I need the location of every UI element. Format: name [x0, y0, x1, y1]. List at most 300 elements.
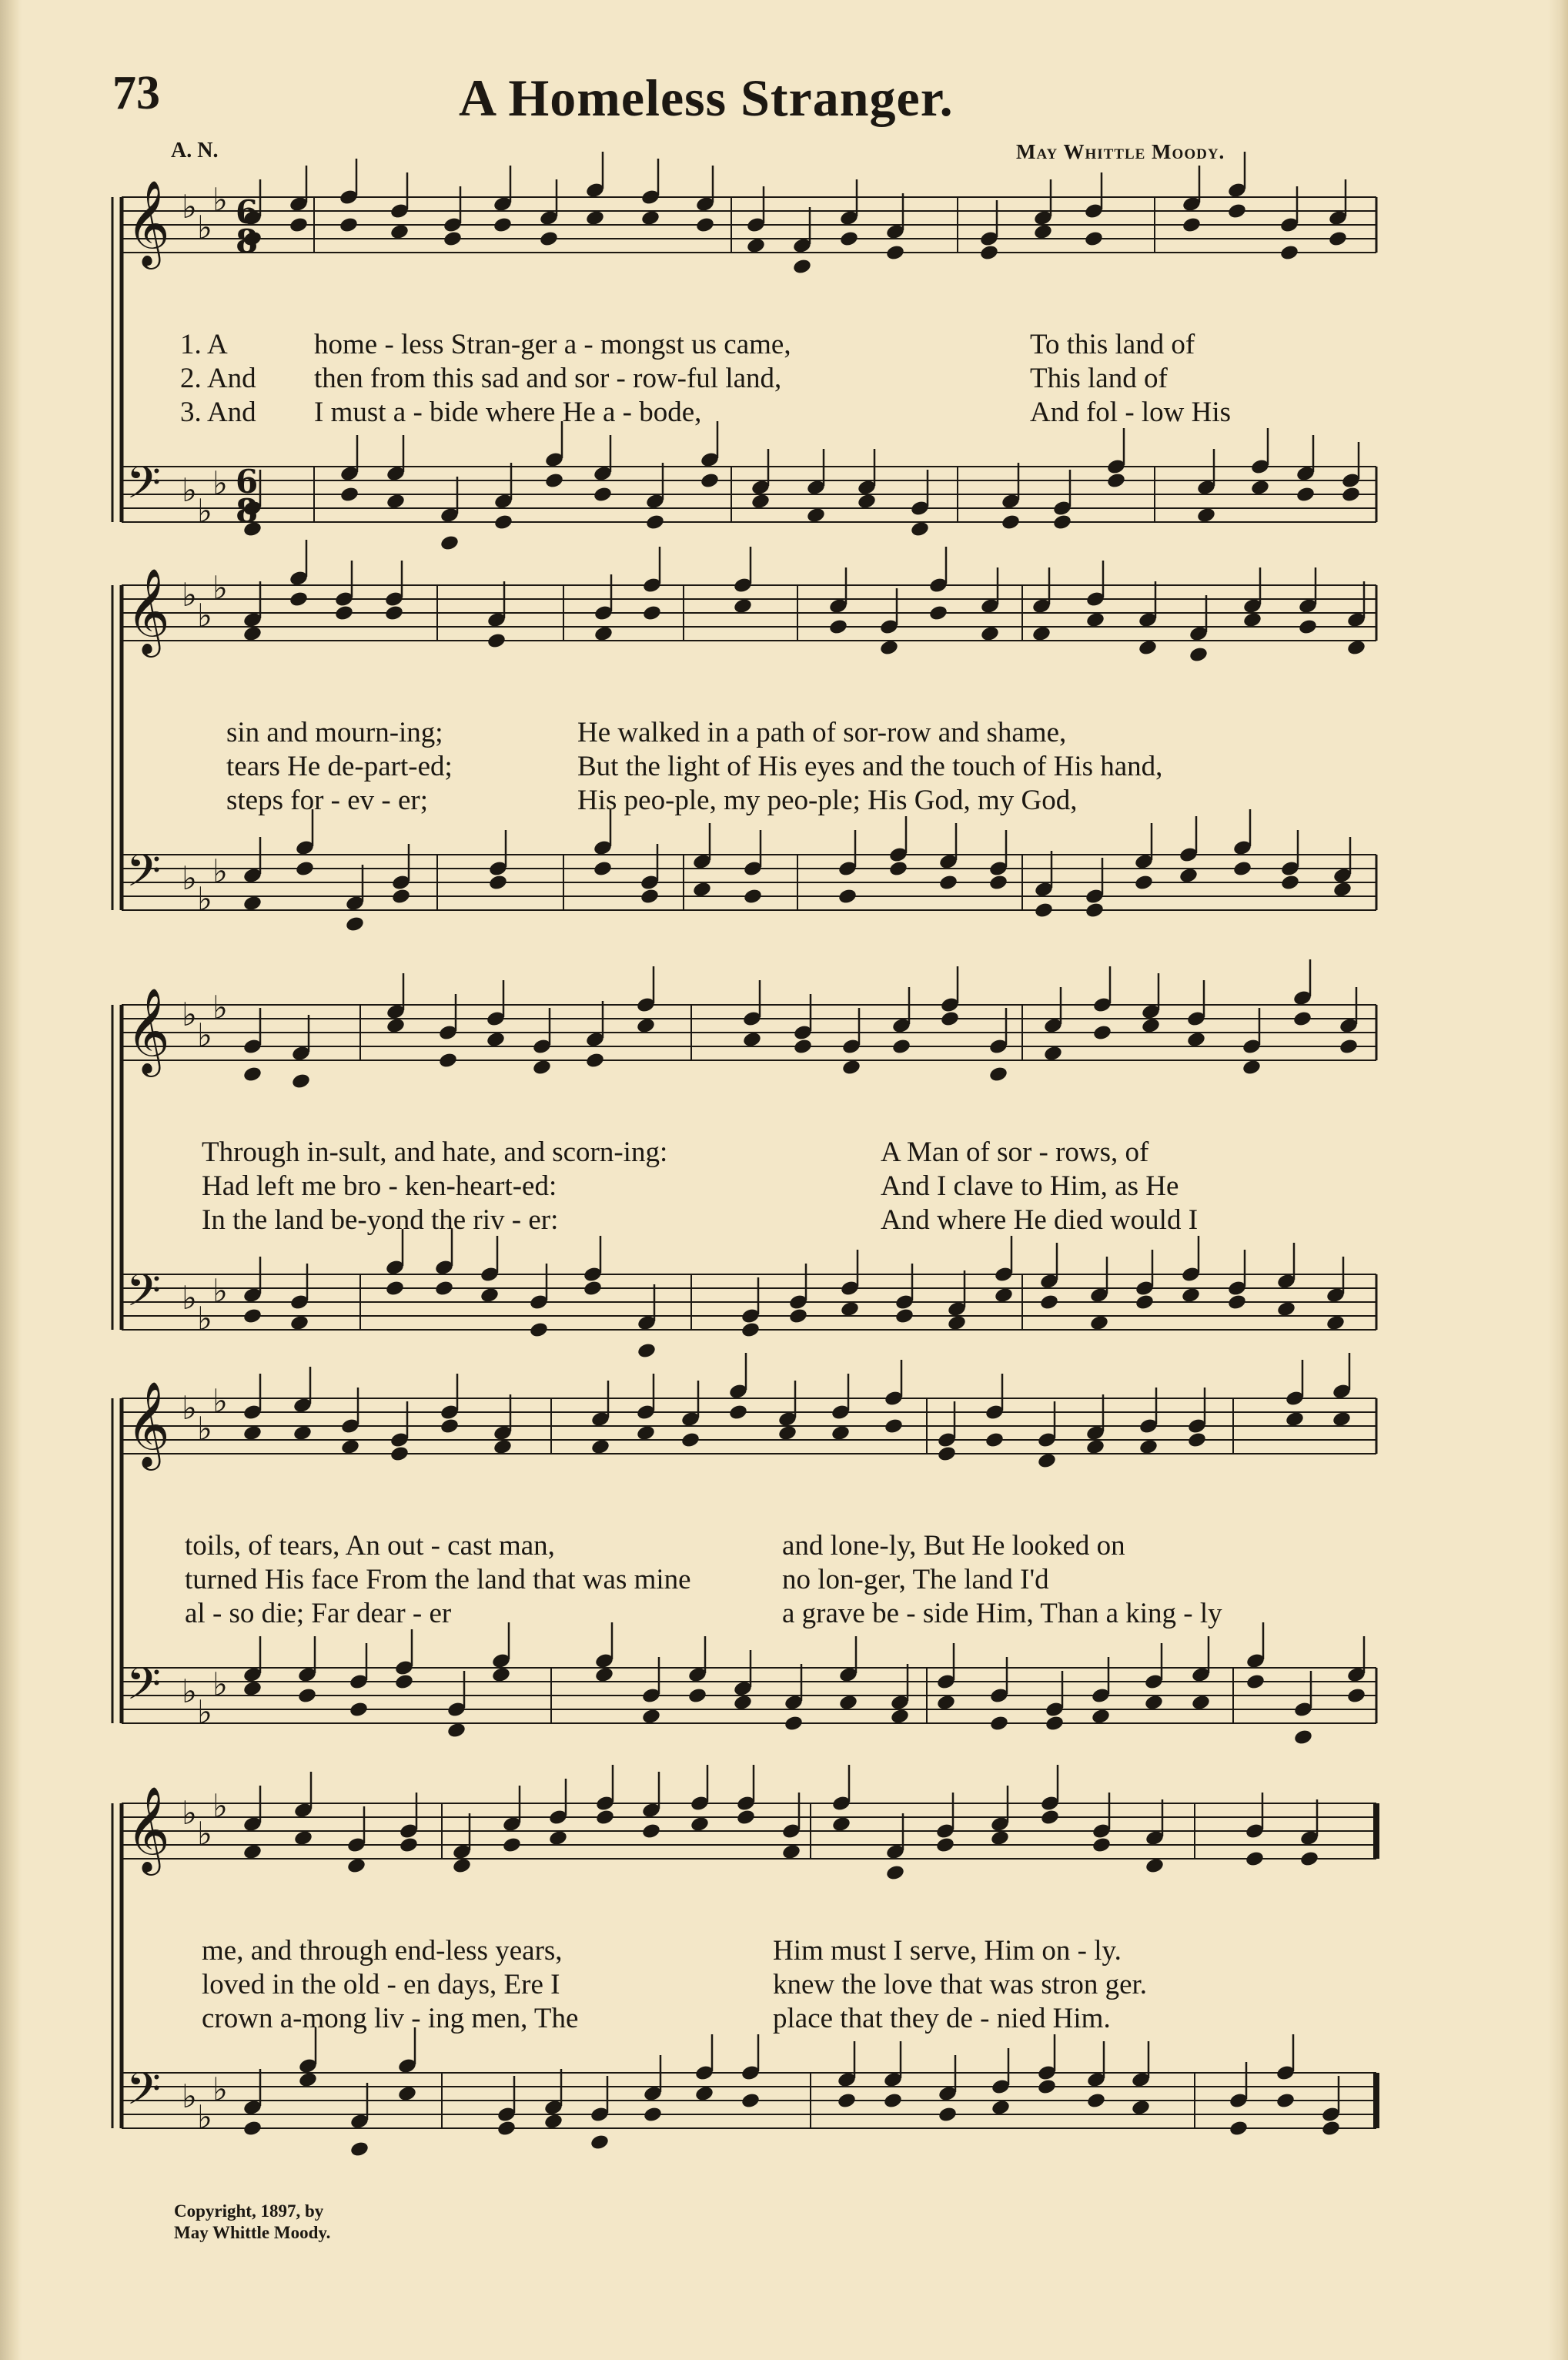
hymn-number: 73	[112, 67, 160, 119]
note-head	[937, 1445, 957, 1463]
lyric-line-5-1	[106, 1934, 1384, 1968]
note-head	[1033, 223, 1053, 241]
treble-clef-icon: 𝄞	[126, 179, 170, 266]
note-head	[979, 244, 999, 262]
bass-clef-icon: 𝄢	[126, 845, 162, 908]
note-head	[593, 486, 613, 504]
note-head	[885, 244, 905, 262]
flat-icon: ♭	[212, 1382, 228, 1420]
note-head	[242, 1843, 262, 1861]
note-head	[486, 1031, 506, 1049]
note-head	[486, 632, 507, 650]
note-head	[1052, 514, 1072, 531]
note-head	[1346, 1687, 1366, 1705]
note-head	[936, 1694, 956, 1712]
note-head	[910, 521, 930, 538]
note-head	[452, 1857, 472, 1875]
note-head	[1001, 514, 1021, 531]
note-head	[493, 514, 513, 531]
lyric-phrase: He walked in a path of sor-row and shame,	[577, 717, 1067, 748]
note-head	[985, 1431, 1005, 1449]
note-head	[1298, 618, 1318, 636]
time-signature-top: 6	[236, 193, 259, 231]
lyric-line-3-1	[106, 1136, 1384, 1170]
note-head	[640, 888, 660, 906]
note-head	[885, 1864, 905, 1882]
note-head	[399, 1836, 419, 1854]
note-head	[1293, 1729, 1313, 1746]
note-head	[1186, 1031, 1206, 1049]
note-head	[641, 1823, 661, 1840]
treble-staff	[122, 152, 1376, 275]
bass-staff	[122, 2027, 1376, 2157]
lyric-line-4-3	[106, 1597, 1384, 1631]
note-head	[585, 209, 605, 227]
lyric-line-2-1	[106, 716, 1384, 750]
note-head	[334, 604, 354, 622]
note-head	[488, 874, 508, 892]
lyric-phrase: 1. A	[180, 329, 228, 360]
lyric-phrase: crown a-mong liv - ing men, The	[202, 2003, 579, 2034]
note-head	[340, 1438, 360, 1456]
lyric-line-1-1	[106, 328, 1384, 362]
note-head	[642, 604, 662, 622]
lyric-line-2-2	[106, 750, 1384, 784]
music-system-5	[106, 1786, 1384, 2165]
note-head	[692, 881, 712, 899]
note-head	[694, 2085, 714, 2103]
note-head	[289, 216, 309, 234]
note-head	[837, 888, 858, 906]
note-head	[532, 1059, 552, 1076]
bass-staff	[122, 809, 1376, 932]
lyric-phrase: And where He died would I	[881, 1204, 1199, 1236]
note-head	[690, 1816, 710, 1833]
lyric-phrase: a grave be - side Him, Than a king - ly	[782, 1598, 1222, 1629]
music-system-2	[106, 567, 1384, 947]
bass-clef-icon: 𝄢	[126, 1264, 162, 1327]
treble-staff	[122, 959, 1376, 1090]
note-head	[1280, 874, 1300, 892]
note-head	[788, 1307, 808, 1325]
note-head	[741, 2092, 761, 2110]
note-head	[593, 860, 613, 878]
note-head	[491, 1666, 511, 1684]
note-head	[1085, 1438, 1105, 1456]
note-head	[1091, 1708, 1111, 1726]
lyric-line-3-2	[106, 1170, 1384, 1203]
note-head	[1131, 2099, 1151, 2117]
note-head	[1332, 1411, 1352, 1428]
lyric-phrase: steps for - ev - er;	[226, 785, 428, 816]
note-head	[1031, 625, 1051, 643]
flat-icon: ♭	[197, 1016, 212, 1054]
time-signature-bottom: 8	[236, 492, 259, 530]
flat-icon: ♭	[197, 597, 212, 634]
note-head	[544, 472, 564, 490]
flat-icon: ♭	[212, 464, 228, 502]
note-head	[839, 230, 859, 248]
flat-icon: ♭	[212, 989, 228, 1026]
lyric-phrase: To this land of	[1030, 329, 1195, 360]
note-head	[1245, 1850, 1265, 1868]
note-head	[438, 1052, 458, 1070]
note-head	[857, 493, 877, 510]
bass-clef-icon: 𝄢	[126, 2063, 162, 2126]
note-head	[928, 604, 948, 622]
treble-clef-icon: 𝄞	[126, 987, 170, 1073]
note-head	[1242, 1059, 1262, 1076]
composer-credit: May Whittle Moody.	[1016, 140, 1225, 163]
note-head	[831, 1424, 851, 1442]
note-head	[480, 1287, 500, 1304]
note-head	[1138, 1438, 1158, 1456]
note-head	[339, 486, 359, 504]
note-head	[940, 1010, 960, 1028]
note-head	[1332, 881, 1352, 899]
time-signature-bottom: 8	[236, 223, 259, 260]
note-head	[443, 230, 463, 248]
page-right-edge	[1548, 0, 1568, 2360]
note-head	[1299, 1850, 1319, 1868]
lyric-phrase: I must a - bide where He a - bode,	[314, 397, 702, 428]
note-head	[751, 493, 771, 510]
bass-staff	[122, 421, 1376, 551]
note-head	[389, 1445, 410, 1463]
note-head	[595, 1809, 615, 1826]
note-head	[695, 216, 715, 234]
note-head	[1326, 1314, 1346, 1332]
note-head	[991, 2099, 1011, 2117]
note-head	[1182, 216, 1202, 234]
author-initials: A. N.	[171, 139, 219, 162]
note-head	[1037, 1452, 1057, 1470]
flat-icon: ♭	[212, 181, 228, 219]
lyric-line-3-3	[106, 1203, 1384, 1237]
note-head	[637, 1342, 657, 1360]
note-head	[784, 1715, 804, 1732]
note-head	[894, 1307, 914, 1325]
treble-staff	[122, 1353, 1376, 1471]
note-head	[994, 1287, 1014, 1304]
note-head	[990, 1829, 1010, 1847]
note-head	[242, 1424, 262, 1442]
note-head	[1229, 2120, 1249, 2137]
lyric-line-5-2	[106, 1968, 1384, 2002]
note-head	[389, 223, 410, 241]
note-head	[1179, 867, 1199, 885]
lyric-phrase: And fol - low His	[1030, 397, 1232, 428]
note-head	[1227, 203, 1247, 220]
note-head	[529, 1321, 549, 1339]
note-head	[585, 1052, 605, 1070]
note-head	[1134, 874, 1154, 892]
note-head	[1144, 1694, 1164, 1712]
note-head	[434, 1280, 454, 1297]
note-head	[590, 1438, 610, 1456]
flat-icon: ♭	[197, 1410, 212, 1448]
note-head	[1232, 860, 1252, 878]
note-head	[1086, 2092, 1106, 2110]
lyric-phrase: then from this sad and sor - row-ful land,	[314, 363, 782, 394]
note-head	[841, 1059, 861, 1076]
lyric-phrase: me, and through end-less years,	[202, 1935, 563, 1967]
note-head	[291, 1073, 311, 1090]
note-head	[386, 493, 406, 510]
flat-icon: ♭	[212, 1787, 228, 1825]
note-head	[1275, 2092, 1296, 2110]
note-head	[935, 1836, 955, 1854]
lyric-line-5-3	[106, 2002, 1384, 2036]
flat-icon: ♭	[197, 2098, 212, 2136]
note-head	[1045, 1715, 1065, 1732]
note-head	[543, 2113, 563, 2131]
lyric-phrase: turned His face From the land that was mine	[185, 1564, 691, 1595]
lyric-phrase: 2. And	[180, 363, 256, 394]
note-head	[1346, 639, 1366, 657]
note-head	[1191, 1694, 1211, 1712]
note-head	[1328, 230, 1348, 248]
note-head	[645, 514, 665, 531]
note-head	[298, 2071, 318, 2089]
note-head	[736, 1809, 756, 1826]
note-head	[496, 2120, 517, 2137]
flat-icon: ♭	[212, 569, 228, 607]
treble-staff	[122, 1765, 1376, 1881]
note-head	[539, 230, 559, 248]
flat-icon: ♭	[182, 1389, 197, 1427]
note-head	[1339, 1038, 1359, 1056]
lyric-phrase: 3. And	[180, 397, 256, 428]
note-head	[879, 639, 899, 657]
note-head	[242, 2120, 262, 2137]
lyric-phrase: and lone-ly, But He looked on	[782, 1530, 1125, 1562]
note-head	[1141, 1017, 1161, 1035]
lyric-line-2-3	[106, 784, 1384, 818]
note-head	[947, 1314, 967, 1332]
note-head	[828, 618, 848, 636]
page-binding-edge	[0, 0, 22, 2360]
note-head	[386, 1017, 406, 1035]
note-head	[1187, 1431, 1207, 1449]
note-head	[440, 534, 460, 552]
lyric-phrase: al - so die; Far dear - er	[185, 1598, 452, 1629]
note-head	[1279, 244, 1299, 262]
flat-icon: ♭	[197, 209, 212, 246]
note-head	[890, 1708, 910, 1726]
note-head	[297, 1687, 317, 1705]
note-head	[385, 1280, 405, 1297]
note-head	[391, 888, 411, 906]
note-head	[888, 860, 908, 878]
note-head	[883, 2092, 903, 2110]
lyric-phrase: loved in the old - en days, Ere I	[202, 1969, 560, 2000]
note-head	[242, 1680, 262, 1698]
lyric-phrase: sin and mourn-ing;	[226, 717, 443, 748]
note-head	[293, 1829, 313, 1847]
lyric-phrase: In the land be-yond the riv - er:	[202, 1204, 559, 1236]
music-system-3	[106, 987, 1384, 1367]
lyric-phrase: no lon-ger, The land I'd	[782, 1564, 1049, 1595]
note-head	[1285, 1411, 1305, 1428]
flat-icon: ♭	[182, 996, 197, 1033]
note-head	[349, 2141, 369, 2158]
note-head	[680, 1431, 700, 1449]
note-head	[502, 1836, 522, 1854]
note-head	[742, 1031, 762, 1049]
lyric-phrase: toils, of tears, An out - cast man,	[185, 1530, 555, 1562]
flat-icon: ♭	[182, 859, 197, 897]
note-head	[891, 1038, 911, 1056]
note-head	[548, 1829, 568, 1847]
note-head	[583, 1280, 603, 1297]
note-head	[493, 1438, 513, 1456]
treble-staff	[122, 540, 1376, 663]
lyric-phrase: Through in-sult, and hate, and scorn-ing:	[202, 1136, 668, 1168]
note-head	[1245, 1673, 1265, 1691]
note-head	[345, 916, 365, 933]
flat-icon: ♭	[197, 1693, 212, 1731]
note-head	[1292, 1010, 1312, 1028]
note-head	[1138, 639, 1158, 657]
note-head	[938, 874, 958, 892]
flat-icon: ♭	[182, 576, 197, 614]
treble-clef-icon: 𝄞	[126, 1381, 170, 1467]
lyric-line-1-2	[106, 362, 1384, 396]
flat-icon: ♭	[197, 1815, 212, 1853]
note-head	[687, 1687, 707, 1705]
note-head	[746, 237, 766, 255]
flat-icon: ♭	[182, 188, 197, 226]
lyric-phrase: tears He de-part-ed;	[226, 751, 453, 782]
note-head	[446, 1722, 466, 1739]
lyric-line-1-3	[106, 396, 1384, 430]
copyright-line: May Whittle Moody.	[174, 2223, 331, 2242]
note-head	[884, 1418, 904, 1435]
note-head	[777, 1424, 797, 1442]
note-head	[1250, 479, 1270, 497]
flat-icon: ♭	[182, 1279, 197, 1317]
treble-clef-icon: 𝄞	[126, 567, 170, 654]
hymn-title: A Homeless Stranger.	[459, 69, 954, 127]
note-head	[988, 874, 1008, 892]
note-head	[1039, 1294, 1059, 1311]
note-head	[289, 1314, 309, 1332]
lyric-phrase: His peo-ple, my peo-ple; His God, my God,	[577, 785, 1078, 816]
bass-clef-icon: 𝄢	[126, 1658, 162, 1721]
flat-icon: ♭	[182, 2077, 197, 2115]
bass-staff	[122, 1229, 1376, 1359]
note-head	[1135, 1294, 1155, 1311]
note-head	[743, 888, 763, 906]
lyric-phrase: Him must I serve, Him on - ly.	[773, 1935, 1122, 1967]
note-head	[1037, 2078, 1057, 2096]
note-head	[733, 1694, 753, 1712]
flat-icon: ♭	[182, 471, 197, 509]
note-head	[1043, 1045, 1063, 1063]
note-head	[980, 625, 1000, 643]
note-head	[1085, 611, 1105, 629]
note-head	[242, 1307, 262, 1325]
note-head	[781, 1843, 801, 1861]
note-head	[242, 625, 262, 643]
note-head	[1089, 1314, 1109, 1332]
note-head	[1296, 486, 1316, 504]
note-head	[837, 2092, 857, 2110]
note-head	[700, 472, 720, 490]
note-head	[1181, 1287, 1201, 1304]
note-head	[1040, 1809, 1060, 1826]
note-head	[636, 1424, 656, 1442]
flat-icon: ♭	[197, 1300, 212, 1337]
note-head	[741, 1321, 761, 1339]
lyric-line-4-1	[106, 1529, 1384, 1563]
note-head	[289, 591, 309, 608]
note-head	[590, 2134, 610, 2151]
flat-icon: ♭	[197, 880, 212, 918]
note-head	[988, 1066, 1008, 1083]
note-head	[384, 604, 404, 622]
note-head	[1276, 1301, 1296, 1318]
note-head	[831, 1816, 851, 1833]
note-head	[1227, 1294, 1247, 1311]
note-head	[840, 1301, 860, 1318]
note-head	[1341, 486, 1361, 504]
note-head	[1321, 2120, 1341, 2137]
copyright-line: Copyright, 1897, by	[174, 2201, 324, 2221]
music-system-1	[106, 179, 1384, 545]
note-head	[1196, 507, 1216, 524]
note-head	[295, 860, 315, 878]
note-head	[1092, 1836, 1112, 1854]
note-head	[1189, 646, 1209, 664]
note-head	[397, 2085, 417, 2103]
note-head	[1242, 611, 1262, 629]
note-head	[440, 1418, 460, 1435]
note-head	[493, 216, 513, 234]
note-head	[394, 1673, 414, 1691]
note-head	[728, 1404, 748, 1421]
note-head	[346, 1857, 366, 1875]
note-head	[643, 2106, 663, 2124]
flat-icon: ♭	[182, 1794, 197, 1832]
note-head	[1145, 1857, 1165, 1875]
note-head	[733, 598, 753, 615]
note-head	[1085, 902, 1105, 919]
note-head	[938, 2106, 958, 2124]
treble-clef-icon: 𝄞	[126, 1786, 170, 1872]
flat-icon: ♭	[212, 1665, 228, 1703]
note-head	[339, 216, 359, 234]
note-head	[593, 625, 613, 643]
note-head	[1092, 1024, 1112, 1042]
copyright-notice	[174, 2201, 330, 2244]
lyric-phrase: Had left me bro - ken-heart-ed:	[202, 1170, 557, 1202]
flat-icon: ♭	[212, 852, 228, 890]
note-head	[242, 895, 262, 912]
note-head	[792, 258, 812, 276]
bass-staff	[122, 1622, 1376, 1746]
flat-icon: ♭	[182, 1672, 197, 1710]
flat-icon: ♭	[212, 2070, 228, 2108]
note-head	[293, 1424, 313, 1442]
note-head	[1106, 472, 1126, 490]
flat-icon: ♭	[197, 492, 212, 530]
note-head	[838, 1694, 858, 1712]
note-head	[1034, 902, 1054, 919]
lyric-phrase: knew the love that was stron ger.	[773, 1969, 1148, 2000]
note-head	[806, 507, 826, 524]
